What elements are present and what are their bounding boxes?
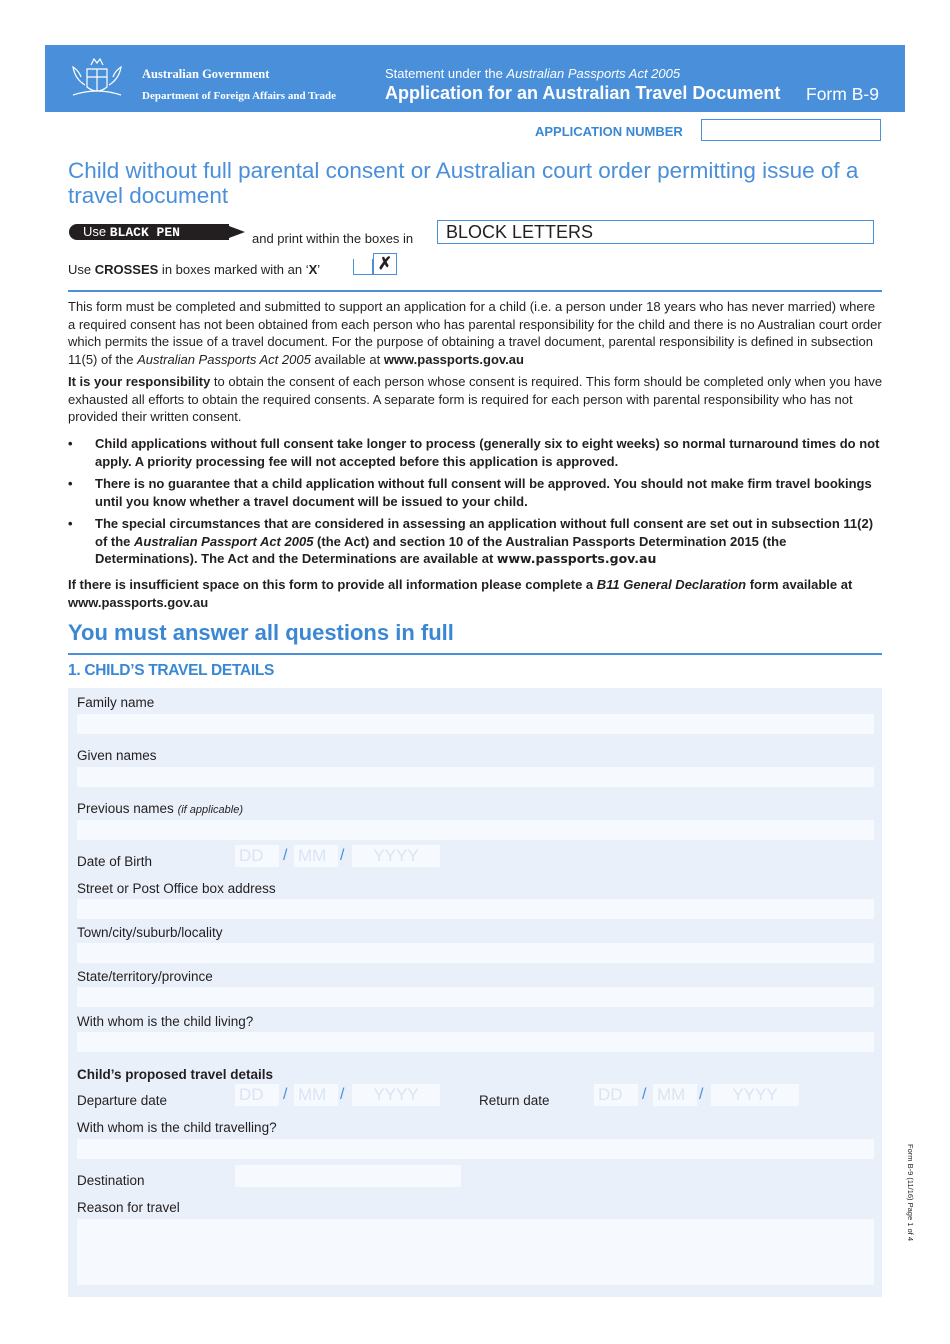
travelling-with-label: With whom is the child travelling?	[77, 1120, 277, 1135]
reason-label: Reason for travel	[77, 1200, 180, 1215]
return-label: Return date	[479, 1093, 550, 1108]
state-field[interactable]	[77, 987, 874, 1007]
living-with-label: With whom is the child living?	[77, 1014, 254, 1029]
return-day-field[interactable]: DD	[594, 1084, 638, 1106]
destination-field[interactable]	[235, 1165, 461, 1187]
date-separator: /	[283, 1086, 288, 1103]
family-name-field[interactable]	[77, 714, 874, 734]
return-month-field[interactable]: MM	[653, 1084, 697, 1106]
cross-example-empty	[353, 259, 373, 275]
list-item: • The special circumstances that are considered in assessing an application without full consent are set out in subsection 11(2) of the Australian Passport Act 2005 (the Act) and section 10 of the Australian Passports Determination 2015 (the Determinations). The Act and the Determinations are available at www.passports.gov.au	[68, 516, 874, 566]
black-pen-icon	[69, 223, 247, 241]
coat-of-arms-icon	[65, 55, 129, 103]
travel-details-panel	[68, 688, 882, 1297]
living-with-field[interactable]	[77, 1032, 874, 1052]
act-statement: Statement under the Australian Passports Act 2005	[385, 66, 681, 81]
travel-details-heading: Child’s proposed travel details	[77, 1067, 274, 1082]
dob-month-field[interactable]: MM	[294, 845, 338, 867]
previous-names-field[interactable]	[77, 820, 874, 840]
departure-day-field[interactable]: DD	[235, 1084, 279, 1106]
form-number: Form B-9	[806, 84, 879, 104]
state-label: State/territory/province	[77, 969, 213, 984]
section-1-title: 1. CHILD’S TRAVEL DETAILS	[68, 662, 275, 679]
gov-name: Australian Government	[142, 67, 270, 81]
application-number-field[interactable]	[701, 119, 881, 141]
date-separator: /	[340, 847, 345, 864]
divider	[68, 653, 882, 655]
responsibility-paragraph: It is your responsibility to obtain the consent of each person whose consent is required. This form should be completed only when you have exhausted all efforts to obtain the required consents. A separate form is required for each person with parental responsibility who has not provided their written consent.	[68, 374, 883, 424]
dob-label: Date of Birth	[77, 854, 153, 869]
departure-label: Departure date	[77, 1093, 168, 1108]
list-item: • There is no guarantee that a child application without full consent will be approved. You should not make firm travel bookings until you know whether a travel document will be issued to your child.	[68, 476, 872, 509]
header-banner	[45, 45, 905, 112]
previous-names-label: Previous names (if applicable)	[77, 801, 243, 816]
town-label: Town/city/suburb/locality	[77, 925, 223, 940]
page-footnote: Form B-9 (11/16) Page 1 of 4	[906, 1144, 915, 1241]
insufficient-space-note: If there is insufficient space on this form to provide all information please complete a B11 General Declaration form available at www.passports.gov.au	[68, 577, 853, 610]
address-label: Street or Post Office box address	[77, 881, 276, 896]
page-title: Child without full parental consent or Australian court order permitting issue of a travel document	[68, 158, 859, 208]
departure-month-field[interactable]: MM	[294, 1084, 338, 1106]
dob-year-field[interactable]: YYYY	[352, 845, 440, 867]
date-separator: /	[642, 1086, 647, 1103]
town-field[interactable]	[77, 943, 874, 963]
must-answer-heading: You must answer all questions in full	[68, 620, 454, 645]
cross-instruction: Use CROSSES in boxes marked with an ‘X’	[68, 262, 321, 277]
notice-list	[68, 435, 883, 573]
travelling-with-field[interactable]	[77, 1139, 874, 1159]
dob-day-field[interactable]: DD	[235, 845, 279, 867]
date-separator: /	[283, 847, 288, 864]
cross-example-marked: ✗	[373, 253, 397, 275]
date-separator: /	[699, 1086, 704, 1103]
given-names-label: Given names	[77, 748, 157, 763]
form-heading: Application for an Australian Travel Document	[385, 83, 781, 103]
department-name: Department of Foreign Affairs and Trade	[142, 90, 337, 102]
divider	[68, 290, 882, 292]
date-separator: /	[340, 1086, 345, 1103]
return-year-field[interactable]: YYYY	[711, 1084, 799, 1106]
reason-field[interactable]	[77, 1219, 874, 1285]
departure-year-field[interactable]: YYYY	[352, 1084, 440, 1106]
block-letters-example: BLOCK LETTERS	[437, 220, 874, 244]
destination-label: Destination	[77, 1173, 145, 1188]
pen-label: Use BLACK PEN	[83, 224, 180, 240]
family-name-label: Family name	[77, 695, 155, 710]
list-item: • Child applications without full consent take longer to process (generally six to eight weeks) so normal turnaround times do not apply. A priority processing fee will not accepted before this application is approved.	[68, 436, 880, 469]
intro-paragraph: This form must be completed and submitted to support an application for a child (i.e. a person under 18 years who has never married) where a required consent has not been obtained from each person who has parental responsibility for the child and there is no Australian court order which permits the issue of a travel document. For the purpose of obtaining a travel document, parental responsibility is defined in subsection 11(5) of the Australian Passports Act 2005 available at www.passports.gov.au	[68, 299, 882, 367]
given-names-field[interactable]	[77, 767, 874, 787]
print-instruction: and print within the boxes in	[252, 231, 414, 246]
address-field[interactable]	[77, 899, 874, 919]
application-number-label: APPLICATION NUMBER	[535, 124, 683, 139]
